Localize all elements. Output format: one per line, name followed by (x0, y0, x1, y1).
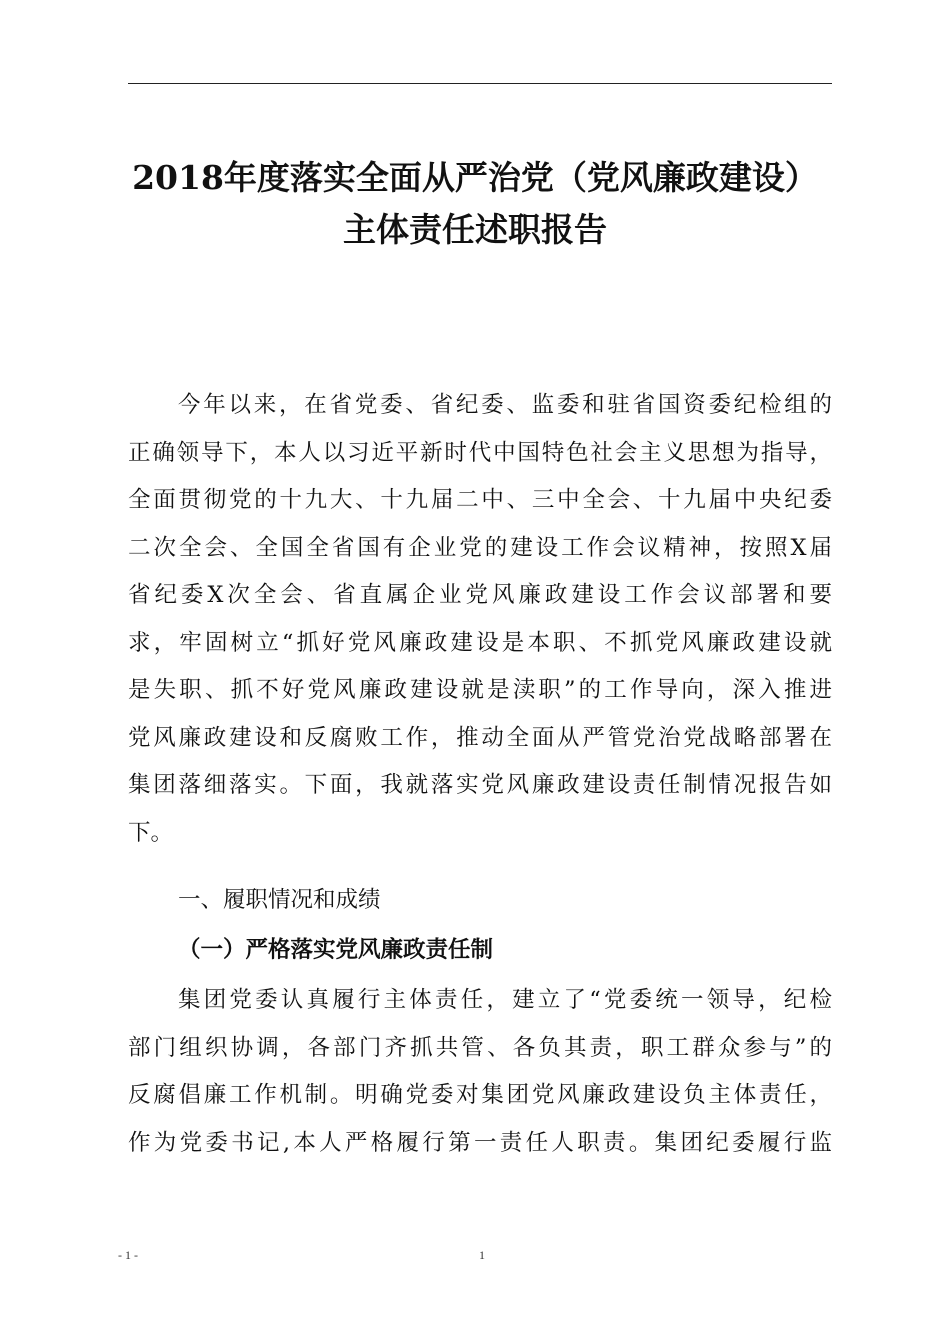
paragraph-1-line: 是失职、抓不好党风廉政建设就是渎职”的工作导向，深入推进 (128, 677, 832, 703)
paragraph-1-line: 今年以来，在省党委、省纪委、监委和驻省国资委纪检组的 (178, 392, 832, 418)
paragraph-1-line: 集团落细落实。下面，我就落实党风廉政建设责任制情况报告如 (128, 772, 832, 798)
document-title-line-1: 2018年度落实全面从严治党（党风廉政建设） (132, 158, 818, 197)
paragraph-2-line: 集团党委认真履行主体责任，建立了“党委统一领导，纪检 (178, 987, 832, 1013)
paragraph-1-line: 下。 (128, 819, 174, 846)
paragraph-2-line: 反腐倡廉工作机制。明确党委对集团党风廉政建设负主体责任， (128, 1082, 832, 1108)
subsection-heading-1: （一）严格落实党风廉政责任制 (178, 937, 494, 963)
document-title-line-2: 主体责任述职报告 (343, 210, 607, 249)
footer-page-label: - 1 - (118, 1248, 138, 1262)
paragraph-1-line: 二次全会、全国全省国有企业党的建设工作会议精神，按照X届 (128, 534, 832, 561)
paragraph-2-line: 作为党委书记,本人严格履行第一责任人职责。集团纪委履行监 (128, 1129, 832, 1156)
section-heading-1: 一、履职情况和成绩 (178, 887, 381, 913)
paragraph-1-line: 省纪委X次全会、省直属企业党风廉政建设工作会议部署和要 (128, 582, 832, 608)
paragraph-1-line: 全面贯彻党的十九大、十九届二中、三中全会、十九届中央纪委 (128, 487, 832, 513)
paragraph-2 (128, 977, 832, 1167)
paragraph-1 (128, 382, 832, 857)
paragraph-1-line: 党风廉政建设和反腐败工作，推动全面从严管党治党战略部署在 (128, 724, 832, 751)
paragraph-2-line: 部门组织协调，各部门齐抓共管、各负其责，职工群众参与”的 (128, 1034, 832, 1061)
header-rule (128, 83, 832, 84)
footer-page-number: 1 (479, 1248, 485, 1262)
paragraph-1-line: 求，牢固树立“抓好党风廉政建设是本职、不抓党风廉政建设就 (128, 629, 832, 656)
paragraph-1-line: 正确领导下，本人以习近平新时代中国特色社会主义思想为指导， (128, 439, 832, 466)
